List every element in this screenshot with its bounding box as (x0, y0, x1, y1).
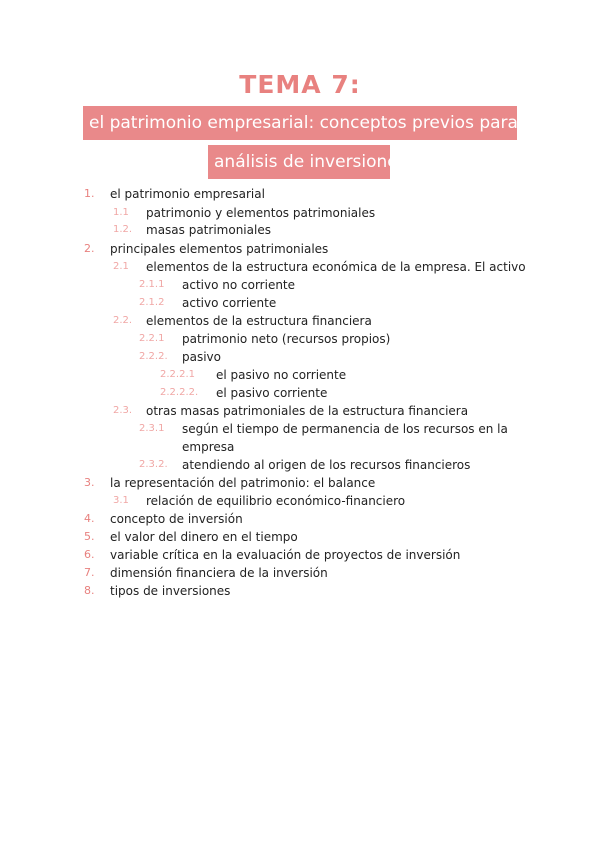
toc-item-text: activo no corriente (182, 278, 296, 292)
toc-item-text: dimensión financiera de la inversión (110, 566, 328, 580)
subtitle-line-2: análisis de inversiones (208, 145, 390, 179)
toc-item-text: el patrimonio empresarial (110, 187, 265, 201)
toc-item-text: tipos de inversiones (110, 584, 231, 598)
toc-item-text: activo corriente (182, 296, 277, 310)
toc-item-text: según el tiempo de permanencia de los recursos en la (182, 422, 508, 436)
toc-item-number: 2.3. (113, 405, 133, 416)
toc-item-number: 6. (84, 548, 95, 561)
toc-item-text: el pasivo corriente (216, 386, 328, 400)
toc-item-number: 2.1 (113, 261, 129, 272)
toc-item-number: 2.2. (113, 315, 133, 326)
toc-item-number: 3.1 (113, 495, 129, 506)
toc-item-text: atendiendo al origen de los recursos financieros (182, 458, 471, 472)
toc-item-number: 1.1 (113, 207, 129, 218)
toc-item-number: 7. (84, 566, 95, 579)
toc-item-text: otras masas patrimoniales de la estructura financiera (146, 404, 469, 418)
toc-item-number: 8. (84, 584, 95, 597)
toc-item-number: 2.3.1 (139, 423, 165, 434)
toc-item-text: pasivo (182, 350, 221, 364)
toc-item-number: 2.2.2.2. (160, 387, 199, 398)
toc-item-text: la representación del patrimonio: el balance (110, 476, 376, 490)
toc-item-text: variable crítica en la evaluación de proyectos de inversión (110, 548, 461, 562)
toc-item-number: 3. (84, 476, 95, 489)
toc-item-number: 2.2.1 (139, 333, 165, 344)
toc-item-number: 2.2.2.1 (160, 369, 195, 380)
toc-item-number: 1.2. (113, 224, 133, 235)
subtitle-line-1: el patrimonio empresarial: conceptos previos para el (83, 106, 517, 140)
toc-item-number: 2.1.2 (139, 297, 165, 308)
toc-item-text: concepto de inversión (110, 512, 243, 526)
toc-item-text: el valor del dinero en el tiempo (110, 530, 298, 544)
toc-item-number: 1. (84, 187, 95, 200)
toc-item-text: patrimonio y elementos patrimoniales (146, 206, 376, 220)
toc-item-number: 5. (84, 530, 95, 543)
toc-item-text: elementos de la estructura financiera (146, 314, 372, 328)
toc-item-text: patrimonio neto (recursos propios) (182, 332, 391, 346)
toc-item-number: 2.3.2. (139, 459, 168, 470)
toc-item-text: elementos de la estructura económica de la empresa. El activo (146, 260, 526, 274)
toc-item-text: el pasivo no corriente (216, 368, 347, 382)
toc-item-number: 2.1.1 (139, 279, 165, 290)
toc-item-number: 2. (84, 242, 95, 255)
toc-item-text: principales elementos patrimoniales (110, 242, 329, 256)
toc-item-text: masas patrimoniales (146, 223, 271, 237)
toc-item-number: 2.2.2. (139, 351, 168, 362)
page-title: TEMA 7: (239, 70, 361, 99)
toc-item-text: empresa (182, 440, 235, 454)
toc-item-number: 4. (84, 512, 95, 525)
toc-item-text: relación de equilibrio económico-financiero (146, 494, 406, 508)
